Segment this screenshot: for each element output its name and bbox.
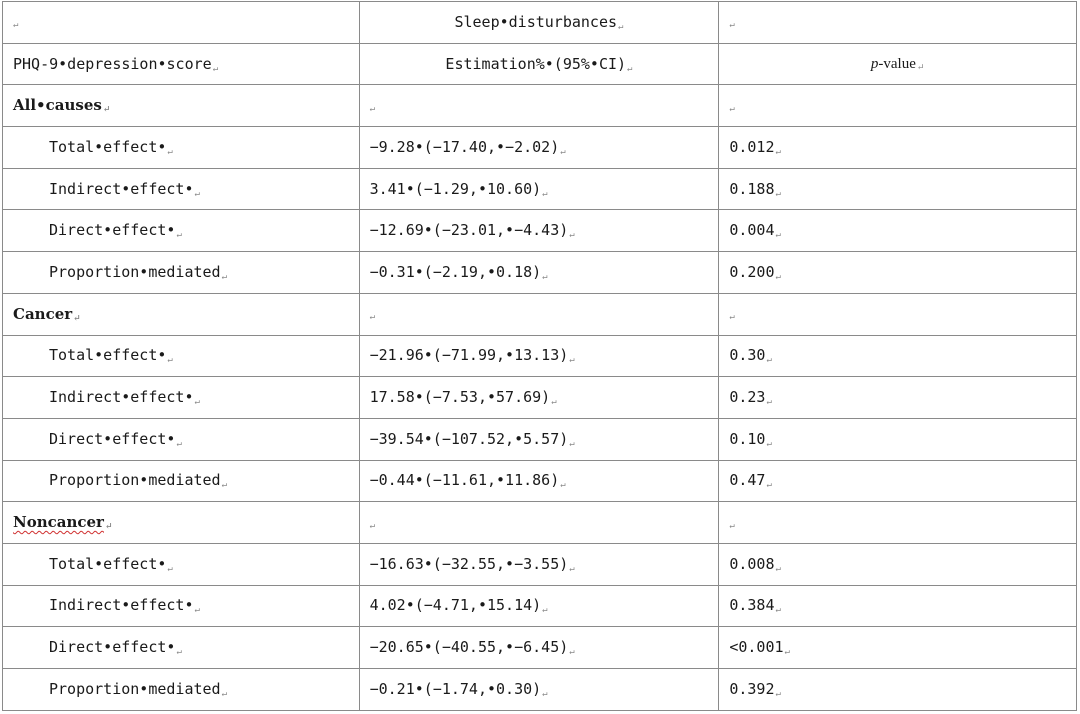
paragraph-mark-icon: ↵ [775, 146, 781, 157]
effect-label-text: Total•effect• [49, 346, 167, 365]
estimate-cell [359, 460, 719, 502]
effect-label-text: Proportion•mediated [49, 262, 221, 281]
paragraph-mark-icon: ↵ [551, 397, 557, 408]
section-row [3, 293, 1077, 335]
p-value-text: 0.10 [729, 429, 766, 448]
header-empty-cell [719, 2, 1077, 44]
p-value-header [719, 43, 1077, 85]
paragraph-mark-icon: ↵ [194, 605, 200, 616]
p-value-cell [719, 252, 1077, 294]
estimate-text: 3.41•(−1.29,•10.60) [369, 179, 542, 198]
effect-label-text: Total•effect• [49, 137, 167, 156]
paragraph-mark-icon: ↵ [569, 563, 575, 574]
estimate-text: −20.65•(−40.55,•−6.45) [369, 638, 569, 657]
estimate-text: −0.44•(−11.61,•11.86) [369, 471, 560, 490]
section-title-cell [3, 502, 360, 544]
section-title: Cancer [13, 304, 73, 323]
p-value-text: <0.001 [729, 638, 784, 657]
effect-label-cell [3, 418, 360, 460]
effect-label-text: Direct•effect• [49, 221, 176, 240]
estimate-cell [359, 585, 719, 627]
effect-label-text: Proportion•mediated [49, 471, 221, 490]
effect-label-cell [3, 627, 360, 669]
paragraph-mark-icon: ↵ [542, 605, 548, 616]
table-row [3, 168, 1077, 210]
paragraph-mark-icon: ↵ [729, 312, 735, 323]
header-empty-cell [3, 2, 360, 44]
paragraph-mark-icon: ↵ [916, 61, 925, 72]
estimate-cell [359, 543, 719, 585]
p-value-cell [719, 418, 1077, 460]
estimate-cell [359, 669, 719, 711]
paragraph-mark-icon: ↵ [775, 188, 781, 199]
estimate-cell [359, 418, 719, 460]
p-value-cell [719, 543, 1077, 585]
p-value-text: 0.392 [729, 679, 775, 698]
section-row [3, 85, 1077, 127]
section-empty-cell [359, 85, 719, 127]
paragraph-mark-icon: ↵ [194, 188, 200, 199]
paragraph-mark-icon: ↵ [569, 230, 575, 241]
p-value-text: 0.384 [729, 596, 775, 615]
estimate-cell [359, 627, 719, 669]
estimate-cell [359, 377, 719, 419]
estimate-text: −12.69•(−23.01,•−4.43) [369, 221, 569, 240]
estimate-cell [359, 127, 719, 169]
effect-label-cell [3, 669, 360, 711]
column-title: Sleep•disturbances [454, 12, 618, 31]
estimate-cell [359, 168, 719, 210]
p-italic: p [870, 55, 879, 72]
paragraph-mark-icon: ↵ [369, 312, 375, 323]
section-empty-cell [719, 293, 1077, 335]
p-value-cell [719, 585, 1077, 627]
column-title-cell [359, 2, 719, 44]
section-title: All•causes [13, 96, 102, 115]
p-value-text: 0.004 [729, 221, 775, 240]
estimation-header-text: Estimation%•(95%•CI) [445, 54, 627, 73]
row-label-header [3, 43, 360, 85]
table-row [3, 627, 1077, 669]
paragraph-mark-icon: ↵ [618, 21, 624, 32]
effect-label-text: Indirect•effect• [49, 179, 194, 198]
paragraph-mark-icon: ↵ [167, 563, 173, 574]
paragraph-mark-icon: ↵ [729, 103, 735, 114]
table-row [3, 418, 1077, 460]
paragraph-mark-icon: ↵ [176, 230, 182, 241]
estimate-text: −0.31•(−2.19,•0.18) [369, 262, 542, 281]
paragraph-mark-icon: ↵ [104, 522, 113, 533]
table-row [3, 127, 1077, 169]
estimate-text: −9.28•(−17.40,•−2.02) [369, 137, 560, 156]
table-row [3, 335, 1077, 377]
p-value-cell [719, 460, 1077, 502]
p-value-text: 0.200 [729, 262, 775, 281]
section-empty-cell [359, 502, 719, 544]
estimate-text: −0.21•(−1.74,•0.30) [369, 679, 542, 698]
paragraph-mark-icon: ↵ [729, 20, 735, 31]
paragraph-mark-icon: ↵ [221, 688, 228, 699]
effect-label-cell [3, 543, 360, 585]
effect-label-text: Proportion•mediated [49, 679, 221, 698]
p-value-text: 0.47 [729, 471, 766, 490]
paragraph-mark-icon: ↵ [569, 355, 575, 366]
paragraph-mark-icon: ↵ [167, 146, 173, 157]
results-table [2, 1, 1077, 711]
effect-label-cell [3, 585, 360, 627]
effect-label-cell [3, 335, 360, 377]
header-row-1 [3, 2, 1077, 44]
p-value-cell [719, 335, 1077, 377]
row-label-text: PHQ-9•depression•score [13, 54, 212, 73]
p-value-text: 0.23 [729, 388, 766, 407]
paragraph-mark-icon: ↵ [569, 647, 575, 658]
p-value-text: 0.012 [729, 137, 775, 156]
section-title: Noncancer [13, 513, 104, 532]
effect-label-text: Indirect•effect• [49, 596, 194, 615]
p-value-cell [719, 168, 1077, 210]
paragraph-mark-icon: ↵ [775, 605, 781, 616]
section-row [3, 502, 1077, 544]
section-title-cell [3, 85, 360, 127]
p-value-suffix: -value [878, 55, 916, 72]
table-row [3, 669, 1077, 711]
paragraph-mark-icon: ↵ [766, 397, 772, 408]
paragraph-mark-icon: ↵ [766, 438, 772, 449]
paragraph-mark-icon: ↵ [775, 563, 781, 574]
p-value-cell [719, 669, 1077, 711]
paragraph-mark-icon: ↵ [784, 647, 790, 658]
estimate-text: −16.63•(−32.55,•−3.55) [369, 554, 569, 573]
paragraph-mark-icon: ↵ [560, 146, 566, 157]
estimate-cell [359, 335, 719, 377]
effect-label-text: Total•effect• [49, 554, 167, 573]
p-value-text: 0.008 [729, 554, 775, 573]
paragraph-mark-icon: ↵ [176, 438, 182, 449]
p-value-text: 0.30 [729, 346, 766, 365]
paragraph-mark-icon: ↵ [775, 688, 781, 699]
p-value-text: 0.188 [729, 179, 775, 198]
estimate-cell [359, 252, 719, 294]
effect-label-cell [3, 210, 360, 252]
effect-label-text: Indirect•effect• [49, 388, 194, 407]
paragraph-mark-icon: ↵ [560, 480, 566, 491]
table-row [3, 210, 1077, 252]
paragraph-mark-icon: ↵ [369, 520, 375, 531]
paragraph-mark-icon: ↵ [775, 230, 781, 241]
p-value-cell [719, 377, 1077, 419]
estimate-text: 4.02•(−4.71,•15.14) [369, 596, 542, 615]
header-row-2 [3, 43, 1077, 85]
paragraph-mark-icon: ↵ [167, 355, 173, 366]
paragraph-mark-icon: ↵ [542, 188, 548, 199]
table-row [3, 460, 1077, 502]
paragraph-mark-icon: ↵ [13, 20, 19, 31]
effect-label-cell [3, 168, 360, 210]
p-value-cell [719, 210, 1077, 252]
effect-label-text: Direct•effect• [49, 638, 176, 657]
paragraph-mark-icon: ↵ [73, 313, 81, 324]
paragraph-mark-icon: ↵ [542, 271, 548, 282]
paragraph-mark-icon: ↵ [775, 271, 781, 282]
paragraph-mark-icon: ↵ [194, 397, 200, 408]
effect-label-text: Direct•effect• [49, 429, 176, 448]
paragraph-mark-icon: ↵ [766, 355, 772, 366]
section-title-cell [3, 293, 360, 335]
paragraph-mark-icon: ↵ [627, 63, 633, 74]
paragraph-mark-icon: ↵ [212, 63, 219, 74]
sections-body [3, 85, 1077, 710]
effect-label-cell [3, 252, 360, 294]
section-empty-cell [359, 293, 719, 335]
section-empty-cell [719, 85, 1077, 127]
estimate-text: −39.54•(−107.52,•5.57) [369, 429, 569, 448]
effect-label-cell [3, 377, 360, 419]
estimation-header [359, 43, 719, 85]
p-value-cell [719, 127, 1077, 169]
paragraph-mark-icon: ↵ [176, 647, 182, 658]
paragraph-mark-icon: ↵ [369, 103, 375, 114]
p-value-cell [719, 627, 1077, 669]
section-empty-cell [719, 502, 1077, 544]
paragraph-mark-icon: ↵ [221, 480, 228, 491]
table-row [3, 585, 1077, 627]
effect-label-cell [3, 460, 360, 502]
table-row [3, 543, 1077, 585]
paragraph-mark-icon: ↵ [766, 480, 772, 491]
paragraph-mark-icon: ↵ [542, 688, 548, 699]
paragraph-mark-icon: ↵ [102, 105, 111, 116]
estimate-text: 17.58•(−7.53,•57.69) [369, 388, 551, 407]
estimate-text: −21.96•(−71.99,•13.13) [369, 346, 569, 365]
table-row [3, 252, 1077, 294]
paragraph-mark-icon: ↵ [569, 438, 575, 449]
effect-label-cell [3, 127, 360, 169]
table-row [3, 377, 1077, 419]
paragraph-mark-icon: ↵ [221, 271, 228, 282]
paragraph-mark-icon: ↵ [729, 520, 735, 531]
estimate-cell [359, 210, 719, 252]
